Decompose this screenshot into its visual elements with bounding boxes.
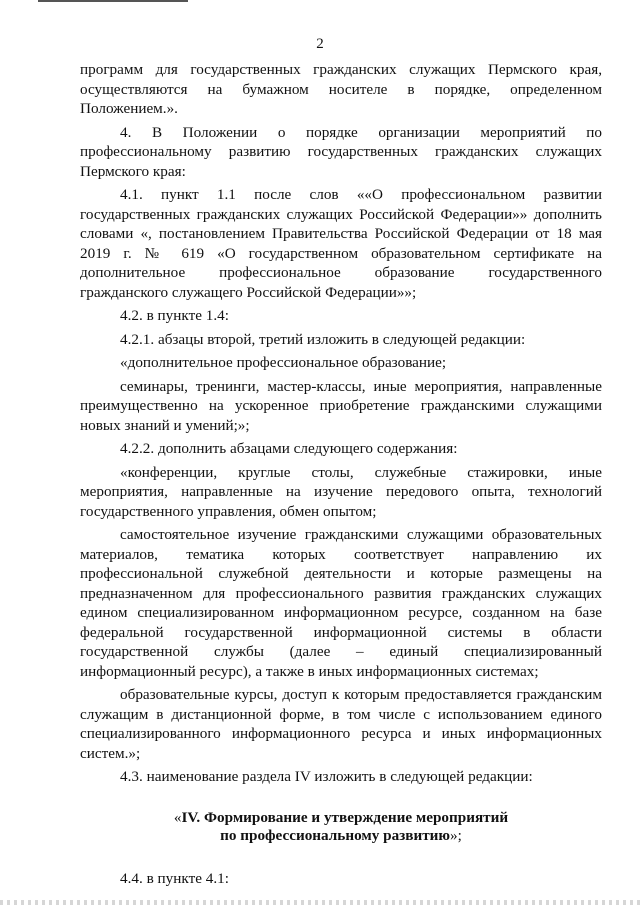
paragraph-item-4-2-2: 4.2.2. дополнить абзацами следующего содержания:: [120, 440, 458, 457]
top-rule: [38, 0, 188, 2]
paragraph-conferences: «конференции, круглые столы, служебные стажировки, иные мероприятия, направленные на изучение передового опыта, технологий государственного управления, обмен опытом;: [80, 463, 602, 520]
paragraph-quote-start: «дополнительное профессиональное образование;: [120, 354, 447, 371]
paragraph-courses: образовательные курсы, доступ к которым предоставляется гражданским служащим в дистанционной форме, в том числе с использованием единого специализированного информационного ресурса и иных информационных систем.»;: [80, 686, 602, 762]
paragraph-item-4-1: 4.1. пункт 1.1 после слов ««О профессиональном развитии государственных гражданских служащих Российской Федерации»» дополнить словами «, постановлением Правительства Российской Федерации от 18 мая 2019 г. № 619 «О государственном образовательном сертификате на дополнительное профессиональное образование государственного гражданского служащего Российской Федерации»»;: [80, 186, 602, 301]
paragraph-seminars: семинары, тренинги, мастер-классы, иные мероприятия, направленные преимущественно на ускоренное приобретение гражданскими служащими новых знаний и умений;»;: [80, 377, 602, 434]
page-number: 2: [316, 36, 324, 52]
paragraph-item-4-4: 4.4. в пункте 4.1:: [120, 869, 229, 887]
heading-line-1: IV. Формирование и утверждение мероприятий: [181, 808, 509, 826]
paragraph-item-4-2: 4.2. в пункте 1.4:: [120, 307, 229, 324]
paragraph-item-4-2-1: 4.2.1. абзацы второй, третий изложить в следующей редакции:: [120, 330, 526, 348]
paragraph-self-study: самостоятельное изучение гражданскими служащими образовательных материалов, тематика которых соответствует направлению их профессиональной служебной деятельности и которые размещены на предназначенном для профессионального развития гражданских служащих едином специализированном информационном ресурсе, созданном на базе федеральной государственной информационной системы в области государственной службы (далее – единый специализированный информационный ресурс), а также в иных информационных системах;: [80, 526, 602, 680]
scan-edge: [0, 900, 640, 905]
paragraph-item-4-3: 4.3. наименование раздела IV изложить в следующей редакции:: [120, 768, 533, 785]
heading-close-quote: »;: [450, 826, 462, 844]
paragraph-continuation: программ для государственных гражданских служащих Пермского края, осуществляются на бумажном носителе в порядке, определенном Положением.».: [80, 61, 602, 117]
heading-open-quote: «: [173, 808, 182, 826]
document-body: [80, 60, 602, 888]
section-heading: [80, 809, 602, 845]
heading-line-2: по профессиональному развитию: [220, 826, 451, 844]
paragraph-item-4: 4. В Положении о порядке организации мероприятий по профессиональному развитию государственных гражданских служащих Пермского края:: [80, 123, 602, 180]
